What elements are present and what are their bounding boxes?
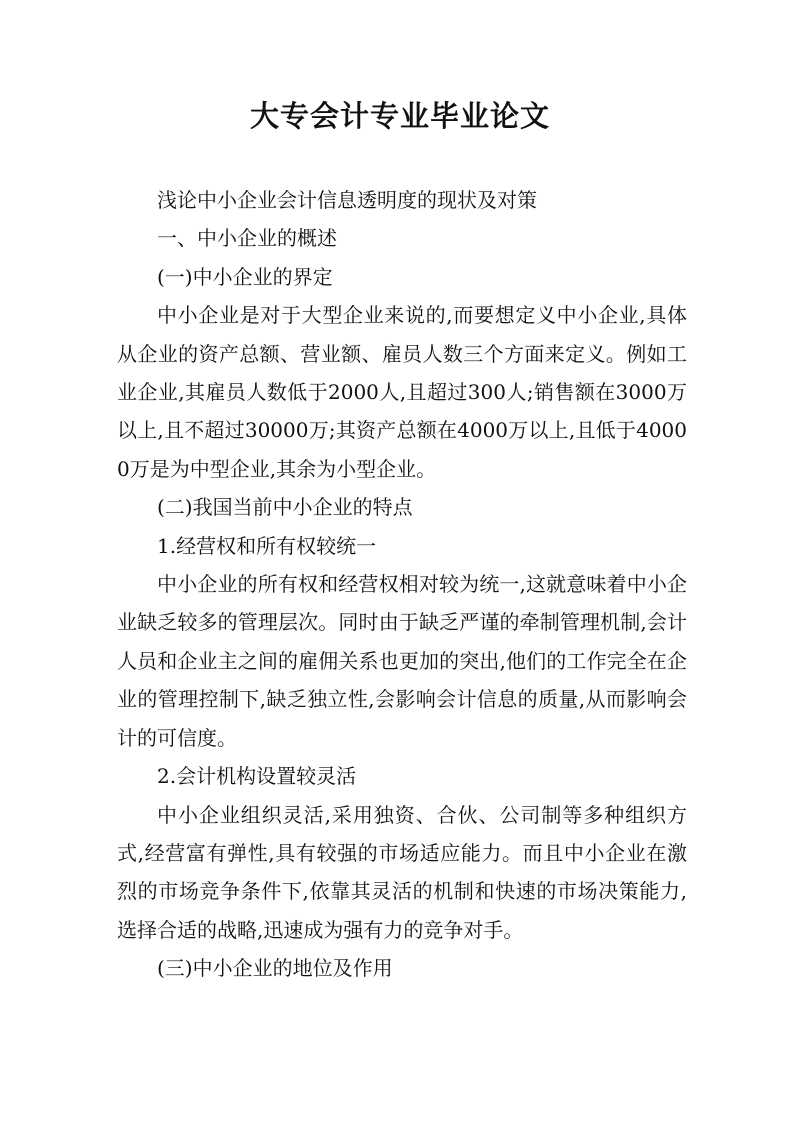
heading-section-1: 一、中小企业的概述 [157,226,337,251]
heading-subsection-2: (二)我国当前中小企业的特点 [157,495,413,520]
heading-point-1: 1.经营权和所有权较统一 [157,533,377,558]
document-title: 大专会计专业毕业论文 [249,99,550,133]
paragraph-article-title: 浅论中小企业会计信息透明度的现状及对策 [157,188,537,212]
heading-point-2: 2.会计机构设置较灵活 [157,764,357,789]
heading-subsection-1: (一)中小企业的界定 [157,264,333,289]
document-body [117,181,687,988]
paragraph-definition: 中小企业是对于大型企业来说的,而要想定义中小企业,具体从企业的资产总额、营业额、雇员人数三个方面来定义。例如工业企业,其雇员人数低于2000人,且超过300人;销售额在3000万以上,且不超过30000万;其资产总额在4000万以上,且低于40000万是为中型企业,其余为小型企业。 [117,303,687,481]
heading-subsection-3: (三)中小企业的地位及作用 [157,956,393,981]
paragraph-ownership: 中小企业的所有权和经营权相对较为统一,这就意味着中小企业缺乏较多的管理层次。同时由于缺乏严谨的牵制管理机制,会计人员和企业主之间的雇佣关系也更加的突出,他们的工作完全在企业的管理控制下,缺乏独立性,会影响会计信息的质量,从而影响会计的可信度。 [117,572,687,750]
paragraph-flexibility: 中小企业组织灵活,采用独资、合伙、公司制等多种组织方式,经营富有弹性,具有较强的市场适应能力。而且中小企业在激烈的市场竞争条件下,依靠其灵活的机制和快速的市场决策能力,选择合适的战略,迅速成为强有力的竞争对手。 [117,802,687,942]
